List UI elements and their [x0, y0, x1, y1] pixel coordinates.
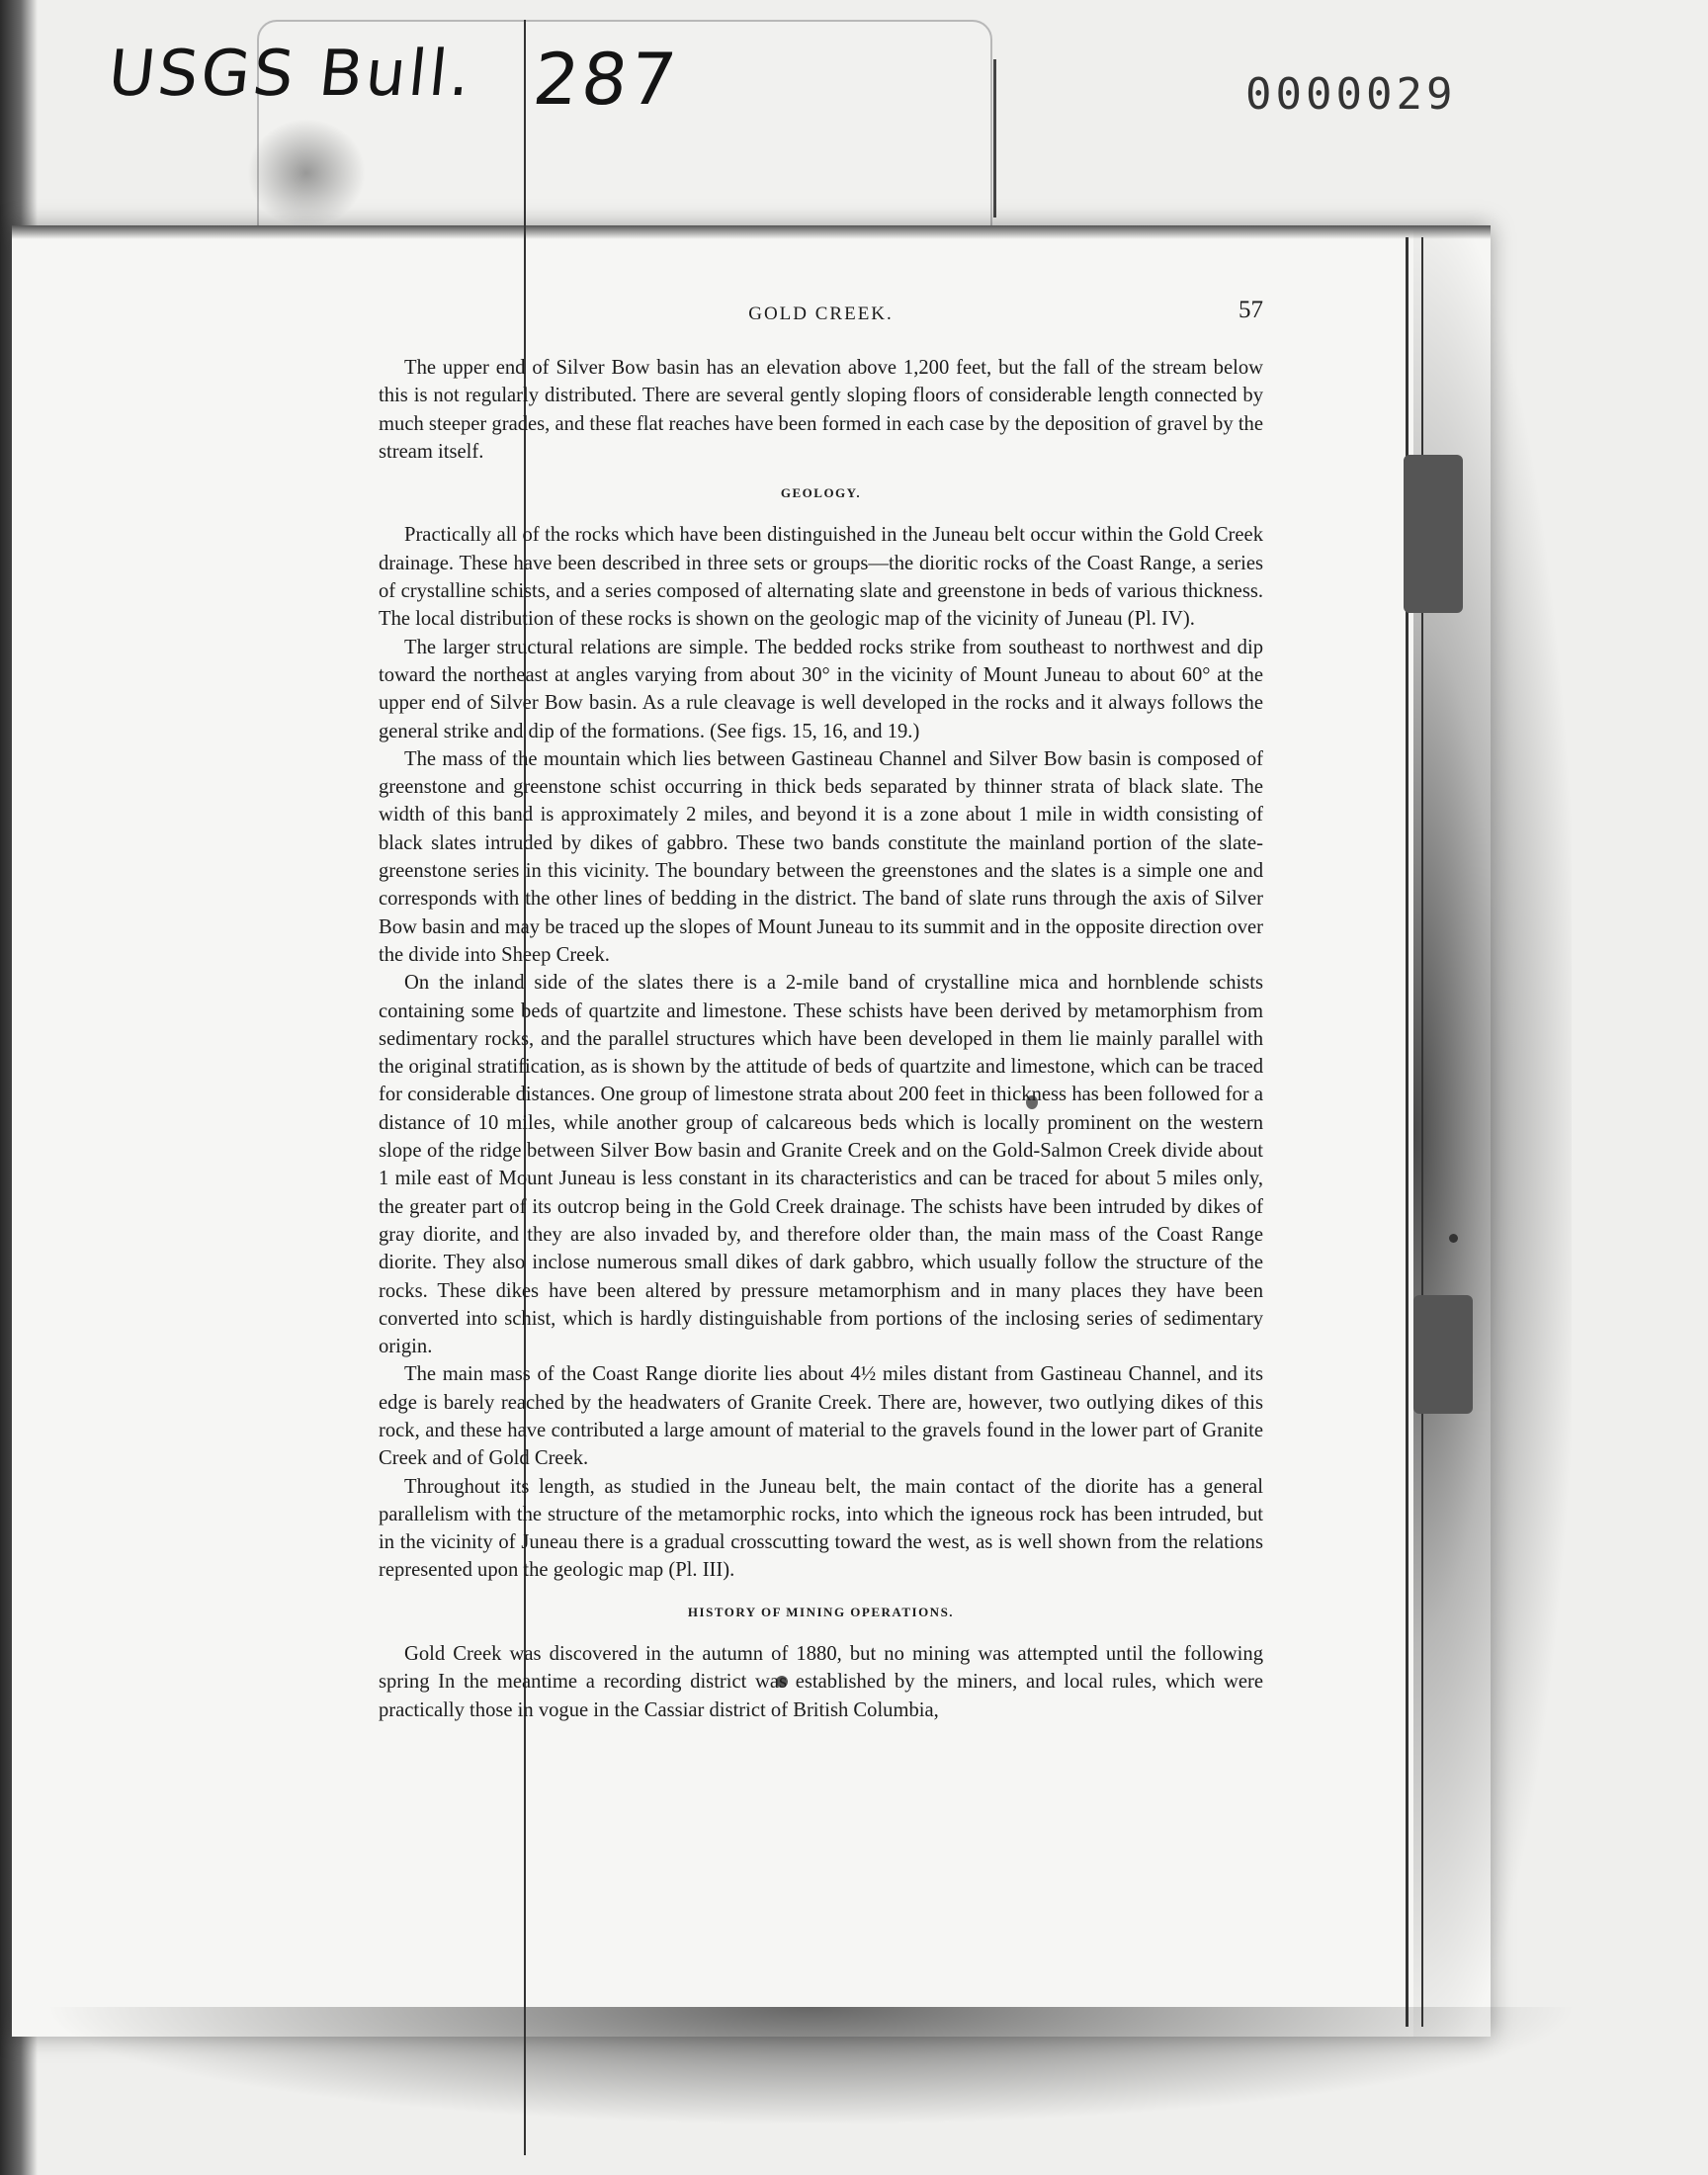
geology-paragraph: The main mass of the Coast Range diorite lies about 4½ miles distant from Gastineau Channel, and its edge is barely reached by the headwaters of Granite Creek. There are, however, two outlying dikes of this rock, and these have contributed a large amount of material to the gravels found in the lower part of Granite Creek and of Gold Creek.	[379, 1363, 1263, 1470]
right-tab	[1404, 455, 1463, 613]
handwritten-number: 287	[529, 38, 683, 121]
page-content	[379, 297, 1263, 1724]
geology-paragraph: The larger structural relations are simple. The bedded rocks strike from southeast to northwest and dip toward the northeast at angles varying from about 30° in the vicinity of Mount Juneau to about 60° at the upper end of Silver Bow basin. As a rule cleavage is well developed in the rocks and it always follows the general strike and dip of the formations. (See figs. 15, 16, and 19.)	[379, 636, 1263, 742]
geology-paragraph: The mass of the mountain which lies between Gastineau Channel and Silver Bow basin is composed of greenstone and greenstone schist occurring in thick beds separated by thinner strata of black slate. The width of this band is approximately 2 miles, and beyond it is a zone about 1 mile in width consisting of black slates intruded by dikes of gabbro. These two bands constitute the mainland portion of the slate-greenstone series in this vicinity. The boundary between the greenstones and the slates is a simple one and corresponds with the other lines of bedding in the district. The band of slate runs through the axis of Silver Bow basin and may be traced up the slopes of Mount Juneau to its summit and in the opposite direction over the divide into Sheep Creek.	[379, 747, 1263, 966]
history-paragraph: Gold Creek was discovered in the autumn of 1880, but no mining was attempted until the following spring In the meantime a recording district was established by the miners, and local rules, which were practically those in vogue in the Cassiar district of British Columbia,	[379, 1643, 1263, 1721]
geology-paragraph: Throughout its length, as studied in the Juneau belt, the main contact of the diorite has a general parallelism with the structure of the metamorphic rocks, into which the igneous rock has been intruded, but in the vicinity of Juneau there is a gradual crosscutting toward the west, as is well shown from the relations represented upon the geologic map (Pl. III).	[379, 1475, 1263, 1582]
geology-paragraph: Practically all of the rocks which have been distinguished in the Juneau belt occur within the Gold Creek drainage. These have been described in three sets or groups—the dioritic rocks of the Coast Range, a series of crystalline schists, and a series composed of alternating slate and greenstone in beds of various thickness. The local distribution of these rocks is shown on the geologic map of the vicinity of Juneau (Pl. IV).	[379, 524, 1263, 631]
running-title: GOLD CREEK.	[748, 304, 894, 324]
tab-divider-line	[993, 59, 996, 218]
page-number: 57	[1238, 297, 1263, 323]
right-tab	[1413, 1295, 1473, 1414]
section-heading-geology: GEOLOGY.	[780, 485, 862, 501]
stamp-number: 0000029	[1245, 69, 1457, 120]
book-top-shadow	[12, 225, 1491, 239]
running-head	[379, 297, 1263, 336]
handwritten-label: USGS Bull.	[105, 38, 477, 111]
section-heading-history: HISTORY OF MINING OPERATIONS.	[687, 1604, 955, 1619]
geology-paragraph: On the inland side of the slates there is a 2-mile band of crystalline mica and hornblende schists containing some beds of quartzite and limestone. These schists have been derived by metamorphism from sedimentary rocks, and the parallel structures which have been developed in them lie mainly parallel with the original stratification, as is shown by the attitude of beds of quartzite and limestone, which can be traced for considerable distances. One group of limestone strata about 200 feet in thickness has been followed for a distance of 10 miles, while another group of calcareous beds which is locally prominent on the western slope of the ridge between Silver Bow basin and Granite Creek and on the Gold-Salmon Creek divide about 1 mile east of Mount Juneau is less constant in its characteristics and can be traced for about 5 miles only, the greater part of its outcrop being in the Gold Creek drainage. The schists have been intruded by dikes of gray diorite, and they are also invaded by, and therefore older than, the main mass of the Coast Range diorite. They also inclose numerous small dikes of dark gabbro, which usually follow the structure of the rocks. These dikes have been altered by pressure metamorphism and in many places they have been converted into schist, which is hardly distinguishable from portions of the inclosing series of sedimentary origin.	[379, 972, 1263, 1358]
intro-paragraph: The upper end of Silver Bow basin has an elevation above 1,200 feet, but the fall of the stream below this is not regularly distributed. There are several gently sloping floors of considerable length connected by much steeper grades, and these flat reaches have been formed in each case by the deposition of gravel by the stream itself.	[379, 357, 1263, 463]
bottom-shadow	[40, 2007, 1581, 2126]
speck	[1449, 1234, 1458, 1243]
tab-smudge	[247, 119, 366, 227]
